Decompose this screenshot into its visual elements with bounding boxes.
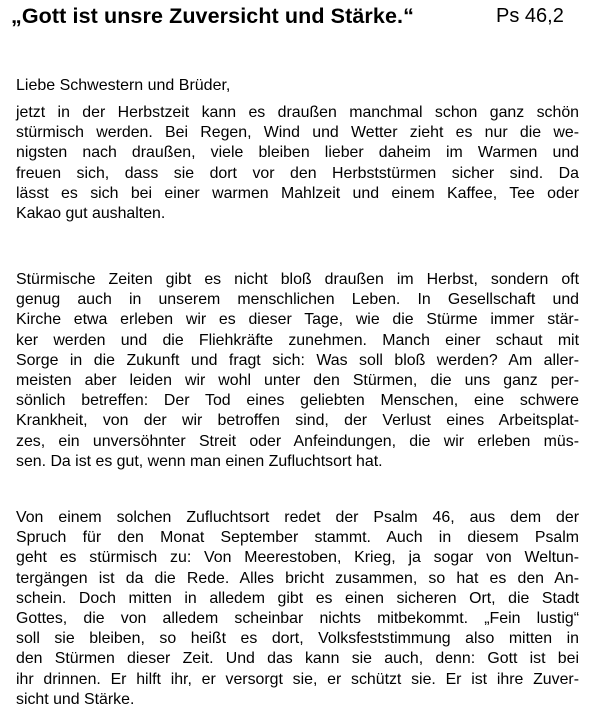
text-line: freuen sich, dass sie dort vor den Herbststürmen sicher sind. Da [16, 164, 579, 182]
text-line: genug auch in unserem menschlichen Leben. In Gesellschaft und [16, 291, 579, 309]
paragraph-2 [16, 270, 579, 472]
text-line: Gottes, die von alledem scheinbar nichts mitbekommt. „Fein lustig“ [16, 609, 579, 627]
text-line: tergängen ist da die Rede. Alles bricht zusammen, so hat es den An- [16, 569, 579, 587]
text-line: schein. Doch mitten in alledem gibt es einen sicheren Ort, die Stadt [16, 589, 579, 607]
text-line: Spruch für den Monat September stammt. Auch in diesem Psalm [16, 529, 579, 547]
text-line: jetzt in der Herbstzeit kann es draußen manchmal schon ganz schön [16, 104, 579, 121]
text-line: Krankheit, von der wir betroffen sind, der Verlust eines Arbeitsplat- [16, 412, 579, 430]
text-line: Kakao gut aushalten. [16, 204, 166, 222]
text-line: Kirche etwa erleben wir es dieser Tage, wie die Stürme immer stär- [16, 311, 579, 329]
bible-reference: Ps 46,2 [496, 5, 564, 27]
header [11, 4, 581, 34]
page-title: „Gott ist unsre Zuversicht und Stärke.“ [11, 4, 414, 28]
text-line: Stürmische Zeiten gibt es nicht bloß draußen im Herbst, sondern oft [16, 271, 579, 288]
paragraph-1 [16, 103, 579, 224]
text-line: sicht und Stärke. [16, 690, 135, 708]
text-line: ihr drinnen. Er hilft ihr, er versorgt sie, er schützt sie. Er ist ihre Zuver- [16, 670, 579, 688]
text-line: sönlich betreffen: Der Tod eines geliebten Menschen, eine schwere [16, 392, 579, 410]
text-line: sen. Da ist es gut, wenn man einen Zufluchtsort hat. [16, 452, 383, 470]
text-line: ker werden und die Fliehkräfte zunehmen. Manch einer schaut mit [16, 331, 579, 349]
greeting: Liebe Schwestern und Brüder, [16, 77, 231, 94]
text-line: Von einem solchen Zufluchtsort redet der Psalm 46, aus dem der [16, 509, 579, 526]
paragraph-3 [16, 508, 579, 710]
text-line: zes, ein unversöhnter Streit oder Anfeindungen, die wir erleben müs- [16, 432, 579, 450]
text-line: soll sie bleiben, so heißt es dort, Volksfeststimmung also mitten in [16, 630, 579, 648]
text-line: lässt es sich bei einer warmen Mahlzeit und einem Kaffee, Tee oder [16, 184, 579, 202]
text-line: Sorge in die Zukunft und fragt sich: Was soll bloß werden? Am aller- [16, 351, 579, 369]
text-line: meisten aber leiden wir wohl unter den Stürmen, die uns ganz per- [16, 371, 579, 389]
text-line: den Stürmen dieser Zeit. Und das kann sie auch, denn: Gott ist bei [16, 650, 579, 668]
text-line: nigsten nach draußen, viele bleiben lieber daheim im Warmen und [16, 144, 579, 162]
text-line: geht es stürmisch zu: Von Meerestoben, Krieg, ja sogar von Weltun- [16, 549, 579, 567]
text-line: stürmisch werden. Bei Regen, Wind und Wetter zieht es nur die we- [16, 124, 579, 142]
